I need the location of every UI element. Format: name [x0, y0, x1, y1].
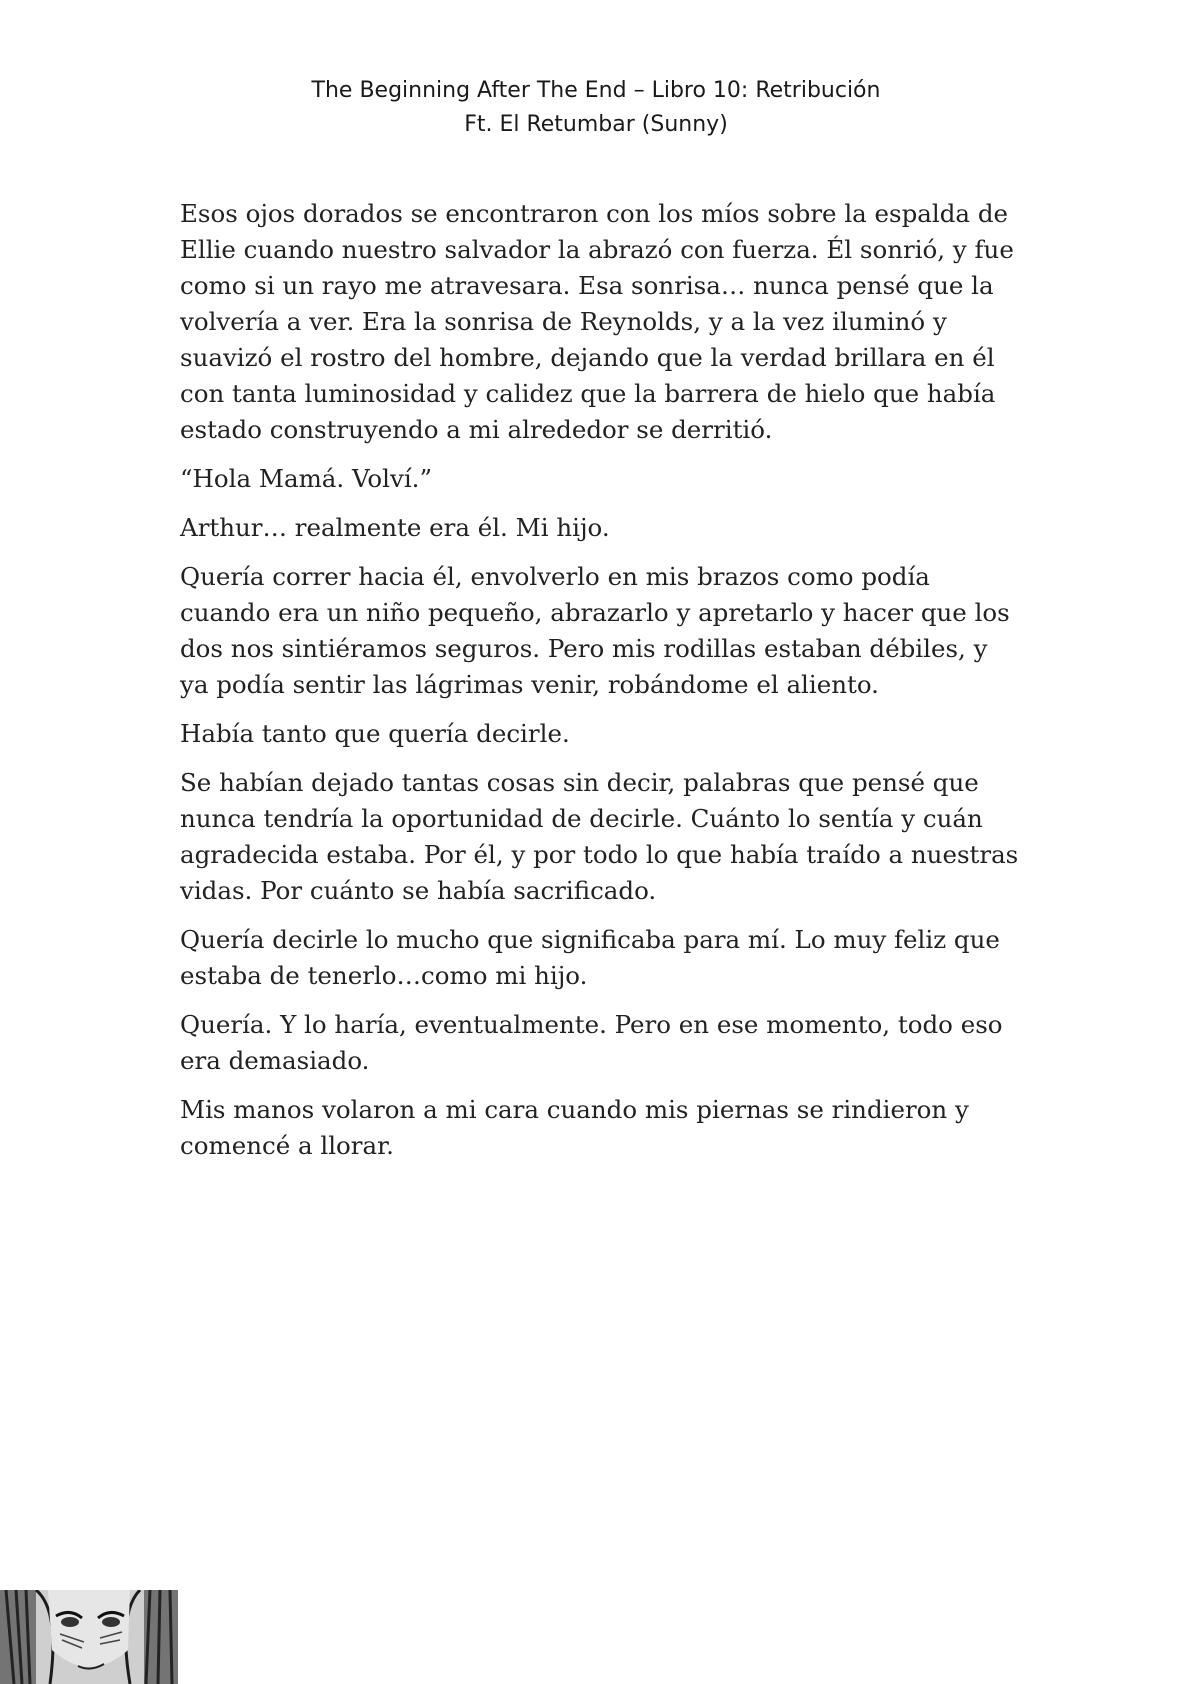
paragraph: Arthur… realmente era él. Mi hijo.	[180, 513, 610, 542]
paragraph: Esos ojos dorados se encontraron con los míos sobre la espalda de Ellie cuando nuestro salvador la abrazó con fuerza. Él sonrió, y fue como si un rayo me atravesara. Esa sonrisa… nunca pensé que la volvería a ver. Era la sonrisa de Reynolds, y a la vez iluminó y suavizó el rostro del hombre, dejando que la verdad brillara en él con tanta luminosidad y calidez que la barrera de hielo que había estado construyendo a mi alrededor se derritió.	[180, 199, 1014, 444]
header-subtitle: Ft. El Retumbar (Sunny)	[464, 112, 728, 137]
header-title: The Beginning After The End – Libro 10: Retribución	[311, 78, 881, 103]
chapter-body	[180, 196, 1020, 1177]
paragraph: Quería decirle lo mucho que significaba para mí. Lo muy feliz que estaba de tenerlo…como mi hijo.	[180, 925, 1000, 990]
paragraph: Quería. Y lo haría, eventualmente. Pero en ese momento, todo eso era demasiado.	[180, 1010, 1003, 1075]
paragraph: Se habían dejado tantas cosas sin decir, palabras que pensé que nunca tendría la oportunidad de decirle. Cuánto lo sentía y cuán agradecida estaba. Por él, y por todo lo que había traído a nuestras vidas. Por cuánto se había sacrificado.	[180, 768, 1019, 905]
paragraph: Quería correr hacia él, envolverlo en mis brazos como podía cuando era un niño pequeño, abrazarlo y apretarlo y hacer que los dos nos sintiéramos seguros. Pero mis rodillas estaban débiles, y ya podía sentir las lágrimas venir, robándome el aliento.	[180, 562, 1010, 699]
page-header	[0, 74, 1192, 142]
paragraph: “Hola Mamá. Volví.”	[180, 464, 432, 493]
paragraph: Mis manos volaron a mi cara cuando mis piernas se rindieron y comencé a llorar.	[180, 1095, 969, 1160]
manga-face-thumbnail	[0, 1590, 178, 1684]
paragraph: Había tanto que quería decirle.	[180, 719, 570, 748]
